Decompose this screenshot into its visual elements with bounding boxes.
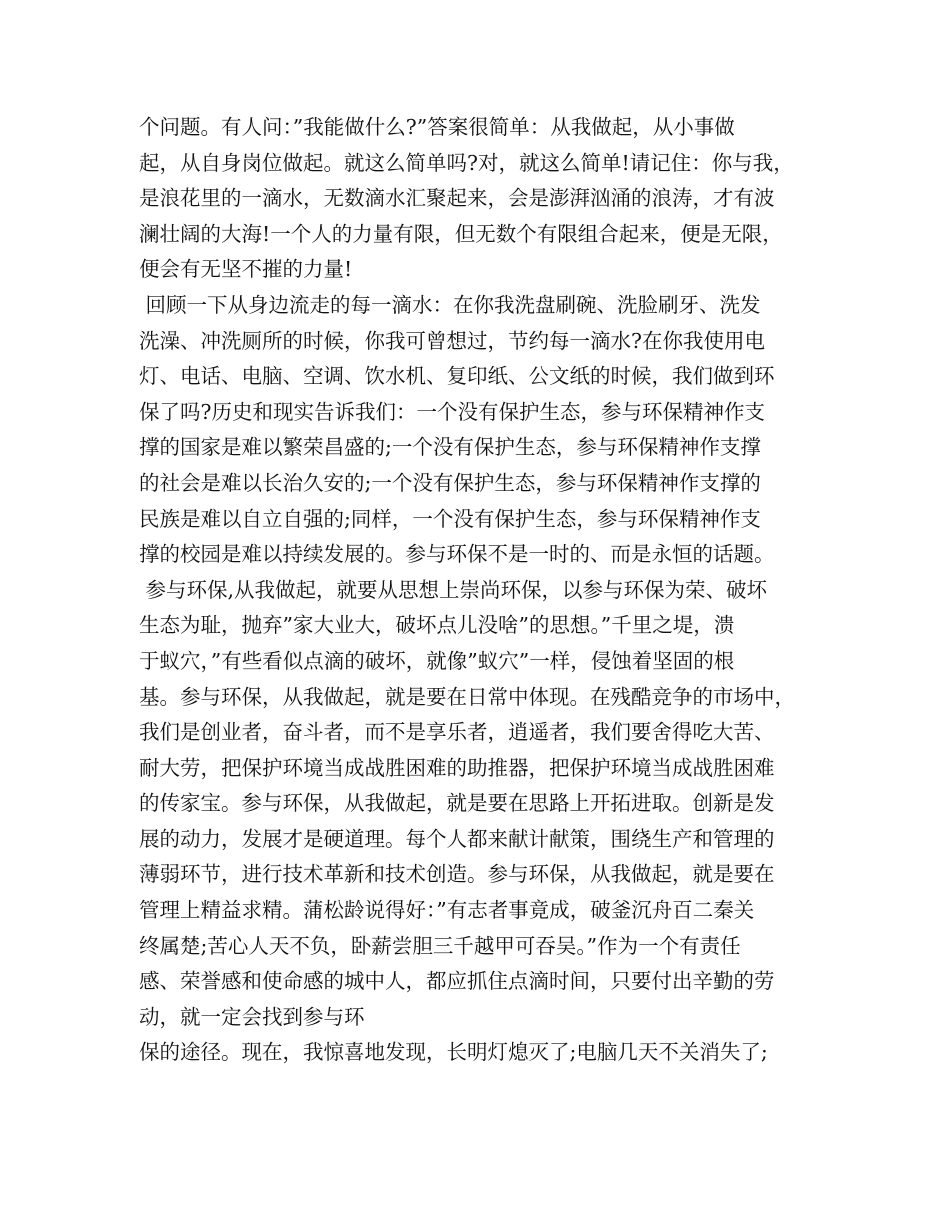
text-line: 是浪花里的一滴水，无数滴水汇聚起来，会是澎湃汹涌的浪涛，才有波 <box>139 186 775 211</box>
text-line: 灯、电话、电脑、空调、饮水机、复印纸、公文纸的时候，我们做到环 <box>139 364 775 389</box>
text-line: 的传家宝。参与环保，从我做起，就是要在思路上开拓进取。创新是发 <box>139 791 775 816</box>
text-line: 动，就一定会找到参与环 <box>139 1004 365 1029</box>
text-line: 澜壮阔的大海!一个人的力量有限，但无数个有限组合起来，便是无限， <box>139 221 783 246</box>
text-line: 感、荣誉感和使命感的城中人，都应抓住点滴时间，只要付出辛勤的劳 <box>139 969 775 994</box>
text-line: 个问题。有人问：”我能做什么?”答案很简单：从我做起，从小事做 <box>139 115 735 139</box>
text-line: 撑的国家是难以繁荣昌盛的;一个没有保护生态，参与环保精神作支撑 <box>139 435 761 460</box>
text-line: 耐大劳，把保护环境当成战胜困难的助推器，把保护环境当成战胜困难 <box>139 755 775 780</box>
text-line: 保了吗?历史和现实告诉我们：一个没有保护生态，参与环保精神作支 <box>139 399 765 424</box>
text-line: 我们是创业者，奋斗者，而不是享乐者，逍遥者，我们要舍得吃大苦、 <box>139 720 775 745</box>
text-line: 民族是难以自立自强的;同样，一个没有保护生态，参与环保精神作支 <box>139 506 761 531</box>
text-line: 的社会是难以长治久安的;一个没有保护生态，参与环保精神作支撑的 <box>139 470 761 495</box>
text-line: 薄弱环节，进行技术革新和技术创造。参与环保，从我做起，就是要在 <box>139 862 775 887</box>
text-line: 便会有无坚不摧的力量! <box>139 257 353 282</box>
text-line: 基。参与环保，从我做起，就是要在日常中体现。在残酷竞争的市场中， <box>139 684 795 709</box>
text-line: 洗澡、冲洗厕所的时候，你我可曾想过，节约每一滴水?在你我使用电 <box>139 328 765 353</box>
text-line: 起，从自身岗位做起。就这么简单吗?对，就这么简单!请记住：你与我， <box>139 150 794 175</box>
text-line: 参与环保,从我做起，就要从思想上崇尚环保，以参与环保为荣、破坏 <box>139 577 768 602</box>
text-line: 回顾一下从身边流走的每一滴水：在你我洗盘刷碗、洗脸刷牙、洗发 <box>139 292 761 317</box>
text-line: 撑的校园是难以持续发展的。参与环保不是一时的、而是永恒的话题。 <box>139 542 775 567</box>
text-line: 管理上精益求精。蒲松龄说得好：”有志者事竟成，破釜沉舟百二秦关 <box>139 898 755 923</box>
text-line: 生态为耻，抛弃”家大业大，破坏点儿没啥”的思想。”千里之堤，溃 <box>139 613 735 638</box>
body-text <box>139 110 819 1071</box>
text-line: 展的动力，发展才是硬道理。每个人都来献计献策，围绕生产和管理的 <box>139 826 775 851</box>
text-line: 于蚁穴，”有些看似点滴的破坏，就像”蚁穴”一样，侵蚀着坚固的根 <box>139 648 735 673</box>
text-line: 终属楚;苦心人天不负，卧薪尝胆三千越甲可吞吴。”作为一个有责任 <box>139 933 741 958</box>
text-line: 保的途径。现在，我惊喜地发现，长明灯熄灭了;电脑几天不关消失了; <box>139 1040 768 1065</box>
